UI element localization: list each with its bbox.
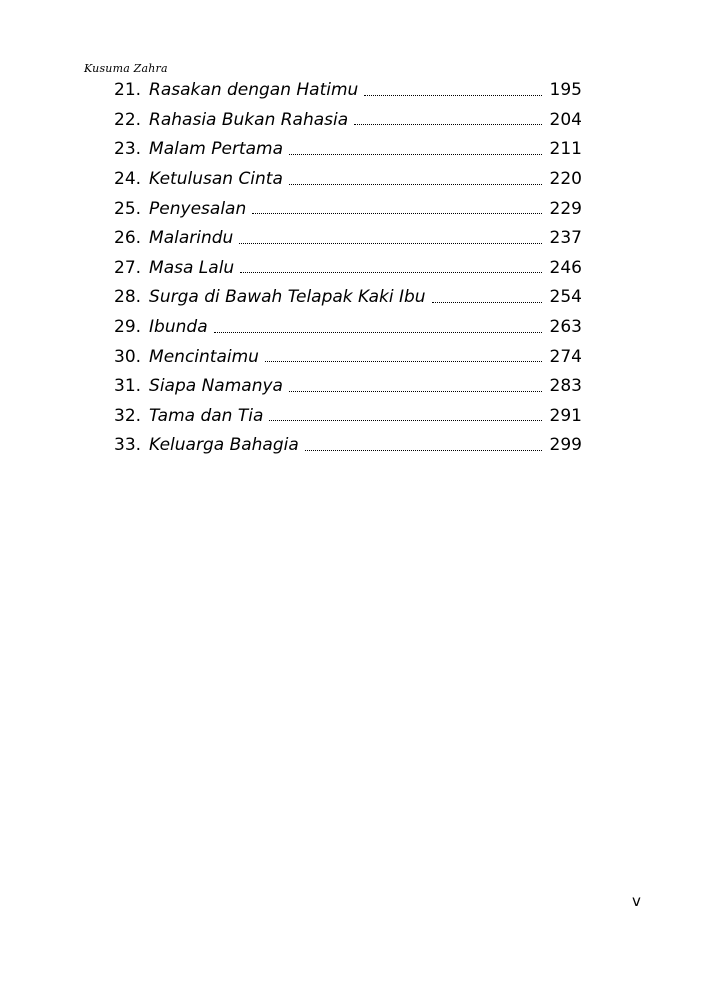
toc-entry-title: Siapa Namanya [149, 376, 283, 397]
toc-entry-number: 21. [114, 80, 142, 101]
toc-entry-title: Penyesalan [149, 198, 247, 219]
toc-entry-number: 26. [114, 228, 142, 249]
toc-entry [114, 76, 582, 106]
toc-entry [114, 342, 582, 372]
toc-entry-number: 27. [114, 257, 142, 278]
toc-entry-number: 24. [114, 169, 142, 190]
toc-entry-page: 237 [549, 228, 582, 249]
dot-leader [214, 329, 542, 333]
toc-entry-page: 204 [549, 109, 582, 130]
toc-entry-number: 32. [114, 405, 142, 426]
dot-leader [305, 447, 542, 451]
toc-entry [114, 254, 582, 284]
toc-entry-page: 229 [549, 198, 582, 219]
toc-entry [114, 106, 582, 136]
dot-leader [252, 210, 541, 214]
toc-entry [114, 135, 582, 165]
toc-entry-page: 246 [549, 257, 582, 278]
dot-leader [289, 181, 542, 185]
toc-entry-page: 195 [549, 80, 582, 101]
toc-entry-number: 25. [114, 198, 142, 219]
toc-entry-page: 274 [549, 346, 582, 367]
page-number: v [632, 892, 641, 910]
toc-entry [114, 431, 582, 461]
toc-entry-page: 220 [549, 169, 582, 190]
toc-entry-number: 29. [114, 317, 142, 338]
toc-entry-number: 23. [114, 139, 142, 160]
table-of-contents [114, 76, 582, 461]
dot-leader [240, 269, 541, 273]
dot-leader [354, 121, 541, 125]
toc-entry-title: Rahasia Bukan Rahasia [149, 109, 349, 130]
toc-entry-title: Surga di Bawah Telapak Kaki Ibu [149, 287, 426, 308]
dot-leader [269, 417, 541, 421]
toc-entry-number: 28. [114, 287, 142, 308]
dot-leader [289, 388, 542, 392]
dot-leader [432, 299, 542, 303]
running-header: Kusuma Zahra [84, 62, 168, 75]
toc-entry-title: Mencintaimu [149, 346, 259, 367]
toc-entry-title: Tama dan Tia [149, 405, 264, 426]
toc-entry [114, 224, 582, 254]
toc-entry-page: 263 [549, 317, 582, 338]
toc-entry-title: Ketulusan Cinta [149, 169, 283, 190]
dot-leader [289, 151, 542, 155]
toc-entry-title: Masa Lalu [149, 257, 235, 278]
toc-entry [114, 402, 582, 432]
toc-entry-title: Malam Pertama [149, 139, 283, 160]
toc-entry [114, 372, 582, 402]
toc-entry-number: 31. [114, 376, 142, 397]
dot-leader [364, 92, 541, 96]
toc-entry-page: 291 [549, 405, 582, 426]
toc-entry [114, 283, 582, 313]
toc-entry-title: Rasakan dengan Hatimu [149, 80, 359, 101]
toc-entry-page: 283 [549, 376, 582, 397]
toc-entry-number: 33. [114, 435, 142, 456]
dot-leader [239, 240, 541, 244]
toc-entry-page: 299 [549, 435, 582, 456]
toc-entry-number: 22. [114, 109, 142, 130]
dot-leader [265, 358, 542, 362]
toc-entry-title: Ibunda [149, 317, 208, 338]
toc-entry [114, 194, 582, 224]
toc-entry-title: Malarindu [149, 228, 234, 249]
toc-entry [114, 165, 582, 195]
toc-entry [114, 313, 582, 343]
toc-entry-page: 211 [549, 139, 582, 160]
toc-entry-title: Keluarga Bahagia [149, 435, 299, 456]
toc-entry-page: 254 [549, 287, 582, 308]
toc-entry-number: 30. [114, 346, 142, 367]
